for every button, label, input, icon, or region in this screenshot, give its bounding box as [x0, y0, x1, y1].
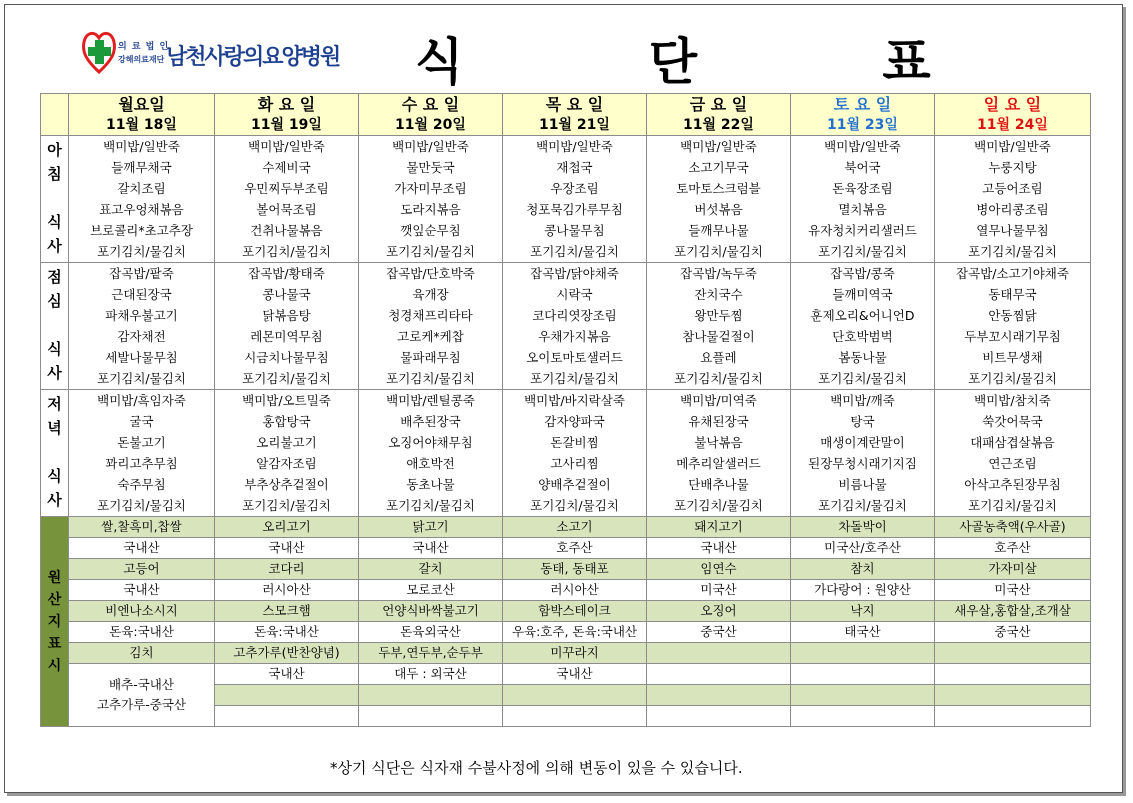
breakfast-row — [41, 136, 1091, 158]
menu-item: 애호박전 — [359, 453, 503, 474]
origin-item: 쌀,찰흑미,찹쌀 — [69, 517, 215, 538]
menu-item: 매생이계란말이 — [791, 432, 935, 453]
day-date: 11월 20일 — [395, 116, 466, 133]
origin-item: 돼지고기 — [647, 517, 791, 538]
menu-item: 동초나물 — [359, 474, 503, 495]
menu-item: 백미밥/일반죽 — [935, 136, 1091, 158]
menu-item: 물만둣국 — [359, 157, 503, 178]
origin-item — [215, 685, 359, 706]
menu-item: 토마토스크럼블 — [647, 178, 791, 199]
menu-item: 육개장 — [359, 284, 503, 305]
menu-item: 포기김치/물김치 — [69, 495, 215, 517]
dinner-row — [41, 390, 1091, 412]
origin-item — [935, 664, 1091, 685]
dinner-row — [41, 432, 1091, 453]
origin-row — [41, 559, 1091, 580]
meal-label-char: 사 — [47, 491, 62, 509]
origin-item — [503, 706, 647, 727]
menu-item: 비트무생채 — [935, 347, 1091, 368]
menu-item: 표고우엉채볶음 — [69, 199, 215, 220]
menu-item: 요플레 — [647, 347, 791, 368]
menu-item: 포기김치/물김치 — [791, 241, 935, 263]
menu-item: 포기김치/물김치 — [359, 495, 503, 517]
origin-row — [41, 580, 1091, 601]
menu-item: 잡곡밥/황태죽 — [215, 263, 359, 285]
dinner-label — [41, 390, 69, 517]
menu-item: 깻잎순무침 — [359, 220, 503, 241]
menu-item: 볼어묵조림 — [215, 199, 359, 220]
origin-item — [791, 706, 935, 727]
day-date: 11월 21일 — [539, 116, 610, 133]
menu-item: 청포묵김가루무침 — [503, 199, 647, 220]
origin-label — [41, 517, 69, 727]
breakfast-row — [41, 157, 1091, 178]
menu-item: 백미밥/바지락살죽 — [503, 390, 647, 412]
menu-item: 콩나물국 — [215, 284, 359, 305]
menu-item: 포기김치/물김치 — [791, 495, 935, 517]
hospital-logo — [82, 26, 342, 78]
origin-item: 코다리 — [215, 559, 359, 580]
origin-item — [935, 706, 1091, 727]
meal-label-char: 사 — [47, 237, 62, 255]
origin-item — [215, 706, 359, 727]
menu-item: 소고기무국 — [647, 157, 791, 178]
origin-item — [359, 706, 503, 727]
menu-item: 파채우불고기 — [69, 305, 215, 326]
menu-item: 돈육장조림 — [791, 178, 935, 199]
day-header-row — [41, 94, 1091, 136]
menu-item: 코다리엿장조림 — [503, 305, 647, 326]
logo-corp-text: 의 료 법 인 — [118, 42, 170, 52]
origin-item: 국내산 — [215, 664, 359, 685]
menu-item: 세발나물무침 — [69, 347, 215, 368]
menu-item: 포기김치/물김치 — [215, 241, 359, 263]
origin-item: 오리고기 — [215, 517, 359, 538]
meal-label-char: 아 — [47, 141, 62, 159]
origin-item: 참치 — [791, 559, 935, 580]
origin-item: 중국산 — [935, 622, 1091, 643]
origin-item: 국내산 — [503, 664, 647, 685]
origin-row — [41, 664, 1091, 685]
menu-item: 홍합탕국 — [215, 411, 359, 432]
origin-item: 미국산 — [647, 580, 791, 601]
menu-item: 꽈리고추무침 — [69, 453, 215, 474]
menu-item: 메추리알샐러드 — [647, 453, 791, 474]
meal-label-char: 저 — [47, 395, 62, 413]
dinner-row — [41, 474, 1091, 495]
menu-item: 배추된장국 — [359, 411, 503, 432]
origin-item: 동태, 동태포 — [503, 559, 647, 580]
origin-item — [647, 664, 791, 685]
menu-item: 포기김치/물김치 — [647, 241, 791, 263]
menu-item: 백미밥/일반죽 — [503, 136, 647, 158]
day-name: 월요일 — [118, 94, 165, 114]
origin-item — [935, 643, 1091, 664]
day-header-2 — [359, 94, 503, 136]
day-header-1 — [215, 94, 359, 136]
day-name: 수 요 일 — [401, 94, 460, 114]
origin-item: 비엔나소시지 — [69, 601, 215, 622]
origin-row — [41, 517, 1091, 538]
origin-item — [647, 706, 791, 727]
menu-item: 들깨무나물 — [647, 220, 791, 241]
menu-item: 갈치조림 — [69, 178, 215, 199]
menu-item: 백미밥/미역죽 — [647, 390, 791, 412]
day-name: 화 요 일 — [257, 94, 316, 114]
lunch-row — [41, 305, 1091, 326]
day-header-5 — [791, 94, 935, 136]
origin-item: 국내산 — [647, 538, 791, 559]
meal-label-char: 점 — [47, 268, 62, 286]
origin-item: 러시아산 — [215, 580, 359, 601]
meal-label-char: 녁 — [47, 419, 62, 437]
day-date: 11월 19일 — [251, 116, 322, 133]
menu-item: 단배추나물 — [647, 474, 791, 495]
menu-item: 포기김치/물김치 — [935, 241, 1091, 263]
origin-item: 임연수 — [647, 559, 791, 580]
meal-label-char — [41, 187, 68, 211]
menu-item: 우채가지볶음 — [503, 326, 647, 347]
menu-item: 잡곡밥/팥죽 — [69, 263, 215, 285]
menu-item: 포기김치/물김치 — [359, 368, 503, 390]
menu-item: 알감자조림 — [215, 453, 359, 474]
kimchi-origin-line: 고추가루-중국산 — [96, 697, 187, 712]
origin-item: 국내산 — [69, 538, 215, 559]
menu-item: 유자청치커리샐러드 — [791, 220, 935, 241]
page-title: 식 단 표 — [415, 33, 1015, 91]
menu-item: 두부꼬시래기무침 — [935, 326, 1091, 347]
day-date: 11월 22일 — [683, 116, 754, 133]
menu-item: 백미밥/일반죽 — [647, 136, 791, 158]
menu-item: 굴국 — [69, 411, 215, 432]
origin-item: 낙지 — [791, 601, 935, 622]
menu-item: 우장조림 — [503, 178, 647, 199]
origin-item: 닭고기 — [359, 517, 503, 538]
origin-label-char: 표 — [47, 635, 62, 652]
breakfast-row — [41, 220, 1091, 241]
menu-item: 단호박범벅 — [791, 326, 935, 347]
menu-item: 유채된장국 — [647, 411, 791, 432]
menu-item: 수제비국 — [215, 157, 359, 178]
origin-item: 러시아산 — [503, 580, 647, 601]
origin-label-char: 지 — [47, 613, 62, 630]
menu-item: 버섯볶음 — [647, 199, 791, 220]
origin-item: 중국산 — [647, 622, 791, 643]
lunch-row — [41, 326, 1091, 347]
origin-item — [791, 664, 935, 685]
menu-item: 고사리찜 — [503, 453, 647, 474]
footer-note: *상기 식단은 식자재 수불사정에 의해 변동이 있을 수 있습니다. — [330, 759, 743, 777]
hospital-name: 남천사랑의요양병원 — [166, 45, 340, 70]
meal-label-char: 식 — [47, 340, 62, 358]
menu-item: 잡곡밥/소고기야채죽 — [935, 263, 1091, 285]
day-date: 11월 18일 — [106, 116, 177, 133]
menu-item: 안동찜닭 — [935, 305, 1091, 326]
origin-item: 가다랑어 : 원양산 — [791, 580, 935, 601]
lunch-row — [41, 347, 1091, 368]
meal-label-char: 식 — [47, 467, 62, 485]
heart-cross-icon — [82, 28, 116, 74]
menu-item: 백미밥/흑임자죽 — [69, 390, 215, 412]
origin-item: 갈치 — [359, 559, 503, 580]
menu-item: 물파래무침 — [359, 347, 503, 368]
dinner-row — [41, 495, 1091, 517]
menu-item: 백미밥/일반죽 — [359, 136, 503, 158]
menu-item: 백미밥/깨죽 — [791, 390, 935, 412]
origin-item — [791, 685, 935, 706]
menu-item: 북어국 — [791, 157, 935, 178]
origin-row — [41, 622, 1091, 643]
menu-item: 포기김치/물김치 — [215, 368, 359, 390]
day-header-3 — [503, 94, 647, 136]
menu-item: 포기김치/물김치 — [647, 495, 791, 517]
menu-item: 연근조림 — [935, 453, 1091, 474]
origin-item: 미국산 — [935, 580, 1091, 601]
menu-item: 동태무국 — [935, 284, 1091, 305]
origin-item: 국내산 — [359, 538, 503, 559]
menu-item: 잡곡밥/콩죽 — [791, 263, 935, 285]
menu-item: 콩나물무침 — [503, 220, 647, 241]
menu-item: 백미밥/일반죽 — [69, 136, 215, 158]
menu-item: 불낙볶음 — [647, 432, 791, 453]
origin-item: 국내산 — [215, 538, 359, 559]
menu-item: 아삭고추된장무침 — [935, 474, 1091, 495]
menu-item: 열무나물무침 — [935, 220, 1091, 241]
origin-item: 미꾸라지 — [503, 643, 647, 664]
origin-item: 돈육외국산 — [359, 622, 503, 643]
menu-item: 백미밥/일반죽 — [791, 136, 935, 158]
menu-item: 백미밥/일반죽 — [215, 136, 359, 158]
day-name: 금 요 일 — [689, 94, 748, 114]
day-name: 일 요 일 — [983, 94, 1042, 114]
day-name: 목 요 일 — [545, 94, 604, 114]
menu-item: 비름나물 — [791, 474, 935, 495]
lunch-label — [41, 263, 69, 390]
menu-item: 시락국 — [503, 284, 647, 305]
menu-item: 백미밥/오트밀죽 — [215, 390, 359, 412]
origin-item: 가자미살 — [935, 559, 1091, 580]
menu-item: 잡곡밥/녹두죽 — [647, 263, 791, 285]
menu-item: 쑥갓어묵국 — [935, 411, 1091, 432]
menu-item: 포기김치/물김치 — [69, 241, 215, 263]
menu-item: 가자미무조림 — [359, 178, 503, 199]
menu-item: 감자양파국 — [503, 411, 647, 432]
menu-item: 레몬미역무침 — [215, 326, 359, 347]
origin-item: 김치 — [69, 643, 215, 664]
menu-item: 포기김치/물김치 — [503, 241, 647, 263]
origin-row — [41, 601, 1091, 622]
menu-item: 포기김치/물김치 — [791, 368, 935, 390]
menu-item: 오이토마토샐러드 — [503, 347, 647, 368]
menu-item: 참나물겉절이 — [647, 326, 791, 347]
menu-item: 봄동나물 — [791, 347, 935, 368]
origin-item: 언양식바싹불고기 — [359, 601, 503, 622]
menu-item: 돈갈비찜 — [503, 432, 647, 453]
origin-item: 호주산 — [503, 538, 647, 559]
lunch-row — [41, 284, 1091, 305]
menu-item: 숙주무침 — [69, 474, 215, 495]
menu-item: 청경채프리타타 — [359, 305, 503, 326]
origin-item: 고추가루(반찬양념) — [215, 643, 359, 664]
day-header-4 — [647, 94, 791, 136]
origin-item: 대두 : 외국산 — [359, 664, 503, 685]
breakfast-row — [41, 178, 1091, 199]
origin-item: 돈육:국내산 — [215, 622, 359, 643]
origin-item — [359, 685, 503, 706]
origin-item: 태국산 — [791, 622, 935, 643]
menu-item: 닭볶음탕 — [215, 305, 359, 326]
menu-item: 오리불고기 — [215, 432, 359, 453]
breakfast-row — [41, 199, 1091, 220]
origin-label-char: 원 — [47, 569, 62, 586]
menu-item: 백미밥/참치죽 — [935, 390, 1091, 412]
meal-label-char: 사 — [47, 364, 62, 382]
menu-item: 포기김치/물김치 — [647, 368, 791, 390]
lunch-row — [41, 263, 1091, 285]
dinner-row — [41, 453, 1091, 474]
menu-item: 포기김치/물김치 — [359, 241, 503, 263]
meal-label-char: 심 — [47, 292, 62, 310]
menu-item: 건취나물볶음 — [215, 220, 359, 241]
menu-item: 브로콜리*초고추장 — [69, 220, 215, 241]
menu-item: 포기김치/물김치 — [215, 495, 359, 517]
meal-label-char: 침 — [47, 165, 62, 183]
menu-item: 된장무청시래기지짐 — [791, 453, 935, 474]
origin-item: 소고기 — [503, 517, 647, 538]
meal-label-char — [41, 314, 68, 338]
dinner-row — [41, 411, 1091, 432]
menu-item: 양배추겉절이 — [503, 474, 647, 495]
origin-item — [503, 685, 647, 706]
origin-item: 함박스테이크 — [503, 601, 647, 622]
origin-item: 차돌박이 — [791, 517, 935, 538]
origin-item: 오징어 — [647, 601, 791, 622]
menu-item: 돈불고기 — [69, 432, 215, 453]
menu-item: 포기김치/물김치 — [935, 368, 1091, 390]
meal-label-char — [41, 441, 68, 465]
day-date: 11월 23일 — [827, 116, 898, 133]
menu-item: 대패삼겹살볶음 — [935, 432, 1091, 453]
origin-item: 새우살,홍합살,조개살 — [935, 601, 1091, 622]
origin-item — [647, 643, 791, 664]
menu-item: 포기김치/물김치 — [503, 495, 647, 517]
menu-item: 훈제오리&어니언D — [791, 305, 935, 326]
origin-label-char: 시 — [47, 657, 62, 674]
menu-item: 잡곡밥/닭야채죽 — [503, 263, 647, 285]
origin-item: 미국산/호주산 — [791, 538, 935, 559]
origin-item — [935, 685, 1091, 706]
day-date: 11월 24일 — [977, 116, 1048, 133]
origin-item: 돈육:국내산 — [69, 622, 215, 643]
menu-item: 오징어야채무침 — [359, 432, 503, 453]
origin-item: 우육:호주, 돈육:국내산 — [503, 622, 647, 643]
origin-item: 모로코산 — [359, 580, 503, 601]
menu-item: 고등어조림 — [935, 178, 1091, 199]
menu-item: 잡곡밥/단호박죽 — [359, 263, 503, 285]
menu-item: 병아리콩조림 — [935, 199, 1091, 220]
menu-item: 포기김치/물김치 — [935, 495, 1091, 517]
kimchi-origin-line: 배추-국내산 — [109, 677, 174, 692]
menu-item: 들깨미역국 — [791, 284, 935, 305]
origin-item: 스모크햄 — [215, 601, 359, 622]
origin-label-char: 산 — [47, 591, 62, 608]
day-name: 토 요 일 — [833, 94, 892, 114]
menu-table — [40, 93, 1091, 727]
origin-item: 두부,연두부,순두부 — [359, 643, 503, 664]
meal-label-char: 식 — [47, 213, 62, 231]
origin-row — [41, 538, 1091, 559]
menu-item: 포기김치/물김치 — [69, 368, 215, 390]
corner-cell — [41, 94, 69, 136]
menu-item: 부추상추겉절이 — [215, 474, 359, 495]
origin-item: 사골농축액(우사골) — [935, 517, 1091, 538]
menu-item: 누룽지탕 — [935, 157, 1091, 178]
menu-item: 탕국 — [791, 411, 935, 432]
menu-item: 근대된장국 — [69, 284, 215, 305]
menu-item: 잔치국수 — [647, 284, 791, 305]
menu-item: 포기김치/물김치 — [503, 368, 647, 390]
kimchi-origin-cell — [69, 664, 215, 727]
day-header-0 — [69, 94, 215, 136]
origin-item: 고등어 — [69, 559, 215, 580]
menu-item: 감자채전 — [69, 326, 215, 347]
menu-item: 왕만두찜 — [647, 305, 791, 326]
breakfast-label — [41, 136, 69, 263]
origin-item: 국내산 — [69, 580, 215, 601]
origin-item: 호주산 — [935, 538, 1091, 559]
menu-item: 시금치나물무침 — [215, 347, 359, 368]
menu-item: 들깨무채국 — [69, 157, 215, 178]
logo-foundation-text: 강해의료재단 — [118, 55, 165, 64]
menu-item: 재첩국 — [503, 157, 647, 178]
origin-item — [647, 685, 791, 706]
menu-item: 우민찌두부조림 — [215, 178, 359, 199]
breakfast-row — [41, 241, 1091, 263]
menu-item: 백미밥/렌틸콩죽 — [359, 390, 503, 412]
origin-row — [41, 643, 1091, 664]
menu-item: 도라지볶음 — [359, 199, 503, 220]
menu-item: 멸치볶음 — [791, 199, 935, 220]
day-header-6 — [935, 94, 1091, 136]
origin-item — [791, 643, 935, 664]
menu-item: 고로케*케찹 — [359, 326, 503, 347]
lunch-row — [41, 368, 1091, 390]
